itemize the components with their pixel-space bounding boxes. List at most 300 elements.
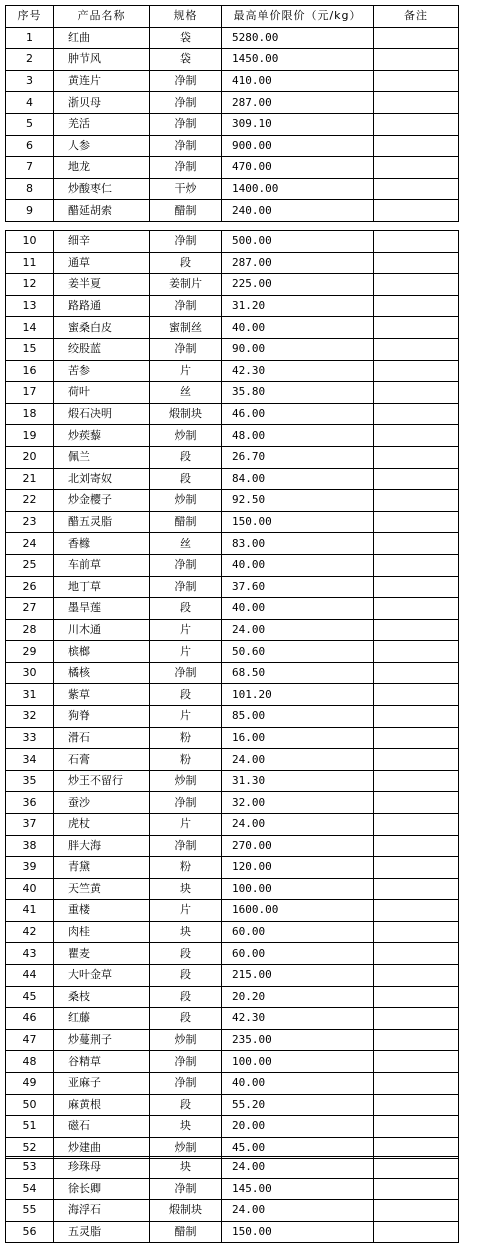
max-price-cell: 48.00 [222,425,374,447]
spec-cell: 段 [150,1094,222,1116]
max-price-cell: 31.30 [222,770,374,792]
product-name-cell: 肉桂 [54,921,150,943]
max-price-cell: 1450.00 [222,49,374,71]
row-number-cell: 30 [6,662,54,684]
max-price-cell: 410.00 [222,70,374,92]
spec-cell: 净制 [150,70,222,92]
table-row [6,27,459,49]
product-name-cell: 槟榔 [54,641,150,663]
spec-cell: 炒制 [150,1029,222,1051]
spec-cell: 片 [150,706,222,728]
table-row [6,900,459,922]
row-number-cell: 33 [6,727,54,749]
max-price-cell: 900.00 [222,135,374,157]
note-cell [374,92,459,114]
table-row [6,943,459,965]
product-name-cell: 苦参 [54,360,150,382]
row-number-cell: 14 [6,317,54,339]
product-name-cell: 炒蔓荆子 [54,1029,150,1051]
row-number-cell: 24 [6,533,54,555]
product-name-cell: 五灵脂 [54,1221,150,1243]
table-row [6,113,459,135]
max-price-cell: 215.00 [222,964,374,986]
max-price-cell: 100.00 [222,878,374,900]
note-cell [374,598,459,620]
max-price-cell: 240.00 [222,200,374,222]
row-number-cell: 55 [6,1200,54,1222]
table-row [6,1157,459,1179]
max-price-cell: 24.00 [222,749,374,771]
max-price-cell: 60.00 [222,921,374,943]
product-name-cell: 煅石决明 [54,403,150,425]
row-number-cell: 38 [6,835,54,857]
spec-cell: 净制 [150,135,222,157]
max-price-cell: 50.60 [222,641,374,663]
spec-cell: 段 [150,446,222,468]
product-name-cell: 川木通 [54,619,150,641]
product-name-cell: 亚麻子 [54,1072,150,1094]
max-price-cell: 500.00 [222,231,374,253]
note-cell [374,382,459,404]
price-table-part-4 [5,1156,459,1243]
note-cell [374,49,459,71]
note-cell [374,706,459,728]
table-row [6,921,459,943]
product-name-cell: 瞿麦 [54,943,150,965]
note-cell [374,1200,459,1222]
product-name-cell: 蜜桑白皮 [54,317,150,339]
note-cell [374,533,459,555]
note-cell [374,231,459,253]
spec-cell: 丝 [150,533,222,555]
product-name-cell: 绞股蓝 [54,338,150,360]
row-number-cell: 29 [6,641,54,663]
spec-cell: 片 [150,641,222,663]
product-name-cell: 醋五灵脂 [54,511,150,533]
table-row [6,425,459,447]
table-row [6,619,459,641]
max-price-cell: 24.00 [222,1157,374,1179]
spec-cell: 块 [150,1157,222,1179]
product-name-cell: 青黛 [54,857,150,879]
note-cell [374,684,459,706]
max-price-cell: 92.50 [222,490,374,512]
header-name: 产品名称 [54,6,150,28]
product-name-cell: 虎杖 [54,814,150,836]
row-number-cell: 18 [6,403,54,425]
table-header-row [6,6,459,28]
table-row [6,511,459,533]
spec-cell: 煅制块 [150,1200,222,1222]
table-row [6,49,459,71]
product-name-cell: 炒金樱子 [54,490,150,512]
price-table-part-2 [5,230,459,857]
max-price-cell: 287.00 [222,92,374,114]
row-number-cell: 11 [6,252,54,274]
note-cell [374,511,459,533]
max-price-cell: 1600.00 [222,900,374,922]
note-cell [374,1221,459,1243]
spec-cell: 袋 [150,27,222,49]
price-table-part-1 [5,5,459,222]
table-row [6,92,459,114]
max-price-cell: 68.50 [222,662,374,684]
max-price-cell: 40.00 [222,598,374,620]
note-cell [374,274,459,296]
note-cell [374,1116,459,1138]
table-row [6,662,459,684]
spec-cell: 片 [150,360,222,382]
row-number-cell: 50 [6,1094,54,1116]
table-row [6,1200,459,1222]
note-cell [374,490,459,512]
product-name-cell: 橘核 [54,662,150,684]
note-cell [374,921,459,943]
max-price-cell: 16.00 [222,727,374,749]
spec-cell: 净制 [150,576,222,598]
product-name-cell: 珍珠母 [54,1157,150,1179]
row-number-cell: 26 [6,576,54,598]
note-cell [374,986,459,1008]
table-row [6,641,459,663]
row-number-cell: 44 [6,964,54,986]
max-price-cell: 45.00 [222,1137,374,1159]
row-number-cell: 17 [6,382,54,404]
spec-cell: 粉 [150,727,222,749]
product-name-cell: 香橼 [54,533,150,555]
row-number-cell: 36 [6,792,54,814]
row-number-cell: 49 [6,1072,54,1094]
product-name-cell: 醋延胡索 [54,200,150,222]
product-name-cell: 天竺黄 [54,878,150,900]
note-cell [374,468,459,490]
spec-cell: 片 [150,900,222,922]
table-row [6,835,459,857]
max-price-cell: 24.00 [222,814,374,836]
max-price-cell: 20.00 [222,1116,374,1138]
max-price-cell: 101.20 [222,684,374,706]
table-row [6,986,459,1008]
product-name-cell: 红曲 [54,27,150,49]
note-cell [374,425,459,447]
spec-cell: 片 [150,814,222,836]
max-price-cell: 270.00 [222,835,374,857]
product-name-cell: 路路通 [54,295,150,317]
max-price-cell: 24.00 [222,1200,374,1222]
note-cell [374,446,459,468]
spec-cell: 干炒 [150,178,222,200]
table-row [6,317,459,339]
table-row [6,1029,459,1051]
max-price-cell: 26.70 [222,446,374,468]
product-name-cell: 谷精草 [54,1051,150,1073]
max-price-cell: 5280.00 [222,27,374,49]
row-number-cell: 56 [6,1221,54,1243]
row-number-cell: 46 [6,1008,54,1030]
product-name-cell: 炒酸枣仁 [54,178,150,200]
spec-cell: 段 [150,1008,222,1030]
note-cell [374,835,459,857]
spec-cell: 段 [150,986,222,1008]
product-name-cell: 徐长卿 [54,1178,150,1200]
product-name-cell: 细辛 [54,231,150,253]
spec-cell: 净制 [150,1072,222,1094]
header-no: 序号 [6,6,54,28]
row-number-cell: 20 [6,446,54,468]
product-name-cell: 石膏 [54,749,150,771]
note-cell [374,295,459,317]
note-cell [374,878,459,900]
row-number-cell: 32 [6,706,54,728]
table-row [6,1116,459,1138]
max-price-cell: 235.00 [222,1029,374,1051]
row-number-cell: 40 [6,878,54,900]
product-name-cell: 重楼 [54,900,150,922]
max-price-cell: 225.00 [222,274,374,296]
spec-cell: 丝 [150,382,222,404]
spec-cell: 净制 [150,1178,222,1200]
max-price-cell: 100.00 [222,1051,374,1073]
spec-cell: 块 [150,1116,222,1138]
product-name-cell: 炒王不留行 [54,770,150,792]
row-number-cell: 37 [6,814,54,836]
spec-cell: 段 [150,598,222,620]
spec-cell: 袋 [150,49,222,71]
table-row [6,231,459,253]
max-price-cell: 309.10 [222,113,374,135]
price-table-part-3 [5,856,459,1159]
row-number-cell: 41 [6,900,54,922]
table-row [6,446,459,468]
table-row [6,706,459,728]
note-cell [374,619,459,641]
row-number-cell: 8 [6,178,54,200]
max-price-cell: 42.30 [222,1008,374,1030]
product-name-cell: 狗脊 [54,706,150,728]
note-cell [374,135,459,157]
row-number-cell: 42 [6,921,54,943]
row-number-cell: 53 [6,1157,54,1179]
table-row [6,727,459,749]
spec-cell: 醋制 [150,200,222,222]
note-cell [374,70,459,92]
product-name-cell: 车前草 [54,554,150,576]
max-price-cell: 83.00 [222,533,374,555]
note-cell [374,403,459,425]
row-number-cell: 22 [6,490,54,512]
table-row [6,157,459,179]
row-number-cell: 7 [6,157,54,179]
row-number-cell: 52 [6,1137,54,1159]
spec-cell: 姜制片 [150,274,222,296]
note-cell [374,252,459,274]
max-price-cell: 40.00 [222,317,374,339]
note-cell [374,900,459,922]
product-name-cell: 蚕沙 [54,792,150,814]
product-name-cell: 浙贝母 [54,92,150,114]
product-name-cell: 胖大海 [54,835,150,857]
header-note: 备注 [374,6,459,28]
note-cell [374,1094,459,1116]
note-cell [374,727,459,749]
table-row [6,295,459,317]
table-row [6,770,459,792]
product-name-cell: 地龙 [54,157,150,179]
product-name-cell: 姜半夏 [54,274,150,296]
row-number-cell: 54 [6,1178,54,1200]
max-price-cell: 150.00 [222,1221,374,1243]
row-number-cell: 35 [6,770,54,792]
table-row [6,964,459,986]
product-name-cell: 麻黄根 [54,1094,150,1116]
row-number-cell: 16 [6,360,54,382]
table-row [6,178,459,200]
spec-cell: 段 [150,684,222,706]
spec-cell: 醋制 [150,511,222,533]
spec-cell: 粉 [150,857,222,879]
max-price-cell: 84.00 [222,468,374,490]
table-row [6,554,459,576]
row-number-cell: 5 [6,113,54,135]
note-cell [374,1072,459,1094]
spec-cell: 净制 [150,157,222,179]
table-row [6,252,459,274]
table-row [6,360,459,382]
row-number-cell: 3 [6,70,54,92]
table-row [6,382,459,404]
product-name-cell: 肿节风 [54,49,150,71]
max-price-cell: 145.00 [222,1178,374,1200]
max-price-cell: 24.00 [222,619,374,641]
max-price-cell: 20.20 [222,986,374,1008]
table-row [6,1178,459,1200]
row-number-cell: 45 [6,986,54,1008]
spec-cell: 炒制 [150,490,222,512]
product-name-cell: 海浮石 [54,1200,150,1222]
max-price-cell: 1400.00 [222,178,374,200]
note-cell [374,338,459,360]
spec-cell: 段 [150,964,222,986]
table-row [6,490,459,512]
product-name-cell: 黄连片 [54,70,150,92]
product-name-cell: 通草 [54,252,150,274]
row-number-cell: 25 [6,554,54,576]
note-cell [374,554,459,576]
row-number-cell: 27 [6,598,54,620]
product-name-cell: 人参 [54,135,150,157]
spec-cell: 块 [150,878,222,900]
table-row [6,1221,459,1243]
spec-cell: 粉 [150,749,222,771]
product-name-cell: 墨旱莲 [54,598,150,620]
note-cell [374,814,459,836]
table-row [6,135,459,157]
max-price-cell: 90.00 [222,338,374,360]
max-price-cell: 470.00 [222,157,374,179]
spec-cell: 块 [150,921,222,943]
note-cell [374,964,459,986]
row-number-cell: 10 [6,231,54,253]
note-cell [374,662,459,684]
table-row [6,684,459,706]
table-row [6,598,459,620]
row-number-cell: 21 [6,468,54,490]
row-number-cell: 43 [6,943,54,965]
header-spec: 规格 [150,6,222,28]
product-name-cell: 大叶金草 [54,964,150,986]
spec-cell: 炒制 [150,770,222,792]
note-cell [374,1051,459,1073]
table-row [6,533,459,555]
max-price-cell: 46.00 [222,403,374,425]
row-number-cell: 31 [6,684,54,706]
table-row [6,1051,459,1073]
row-number-cell: 34 [6,749,54,771]
table-row [6,814,459,836]
row-number-cell: 47 [6,1029,54,1051]
table-row [6,1094,459,1116]
product-name-cell: 地丁草 [54,576,150,598]
table-row [6,1008,459,1030]
note-cell [374,770,459,792]
row-number-cell: 23 [6,511,54,533]
note-cell [374,1008,459,1030]
note-cell [374,576,459,598]
table-row [6,70,459,92]
row-number-cell: 39 [6,857,54,879]
spec-cell: 蜜制丝 [150,317,222,339]
row-number-cell: 2 [6,49,54,71]
header-price: 最高单价限价（元/kg） [222,6,374,28]
spec-cell: 净制 [150,554,222,576]
note-cell [374,1178,459,1200]
note-cell [374,749,459,771]
max-price-cell: 40.00 [222,1072,374,1094]
max-price-cell: 35.80 [222,382,374,404]
max-price-cell: 40.00 [222,554,374,576]
product-name-cell: 磁石 [54,1116,150,1138]
product-name-cell: 羌活 [54,113,150,135]
max-price-cell: 60.00 [222,943,374,965]
row-number-cell: 51 [6,1116,54,1138]
note-cell [374,157,459,179]
note-cell [374,113,459,135]
spec-cell: 净制 [150,231,222,253]
max-price-cell: 31.20 [222,295,374,317]
spec-cell: 净制 [150,662,222,684]
max-price-cell: 37.60 [222,576,374,598]
note-cell [374,360,459,382]
spec-cell: 醋制 [150,1221,222,1243]
row-number-cell: 4 [6,92,54,114]
note-cell [374,317,459,339]
table-row [6,274,459,296]
note-cell [374,857,459,879]
product-name-cell: 北刘寄奴 [54,468,150,490]
spec-cell: 净制 [150,835,222,857]
note-cell [374,792,459,814]
product-name-cell: 荷叶 [54,382,150,404]
row-number-cell: 48 [6,1051,54,1073]
max-price-cell: 32.00 [222,792,374,814]
table-row [6,749,459,771]
note-cell [374,1157,459,1179]
product-name-cell: 炒蒺藜 [54,425,150,447]
product-name-cell: 炒建曲 [54,1137,150,1159]
spec-cell: 净制 [150,92,222,114]
note-cell [374,641,459,663]
max-price-cell: 55.20 [222,1094,374,1116]
